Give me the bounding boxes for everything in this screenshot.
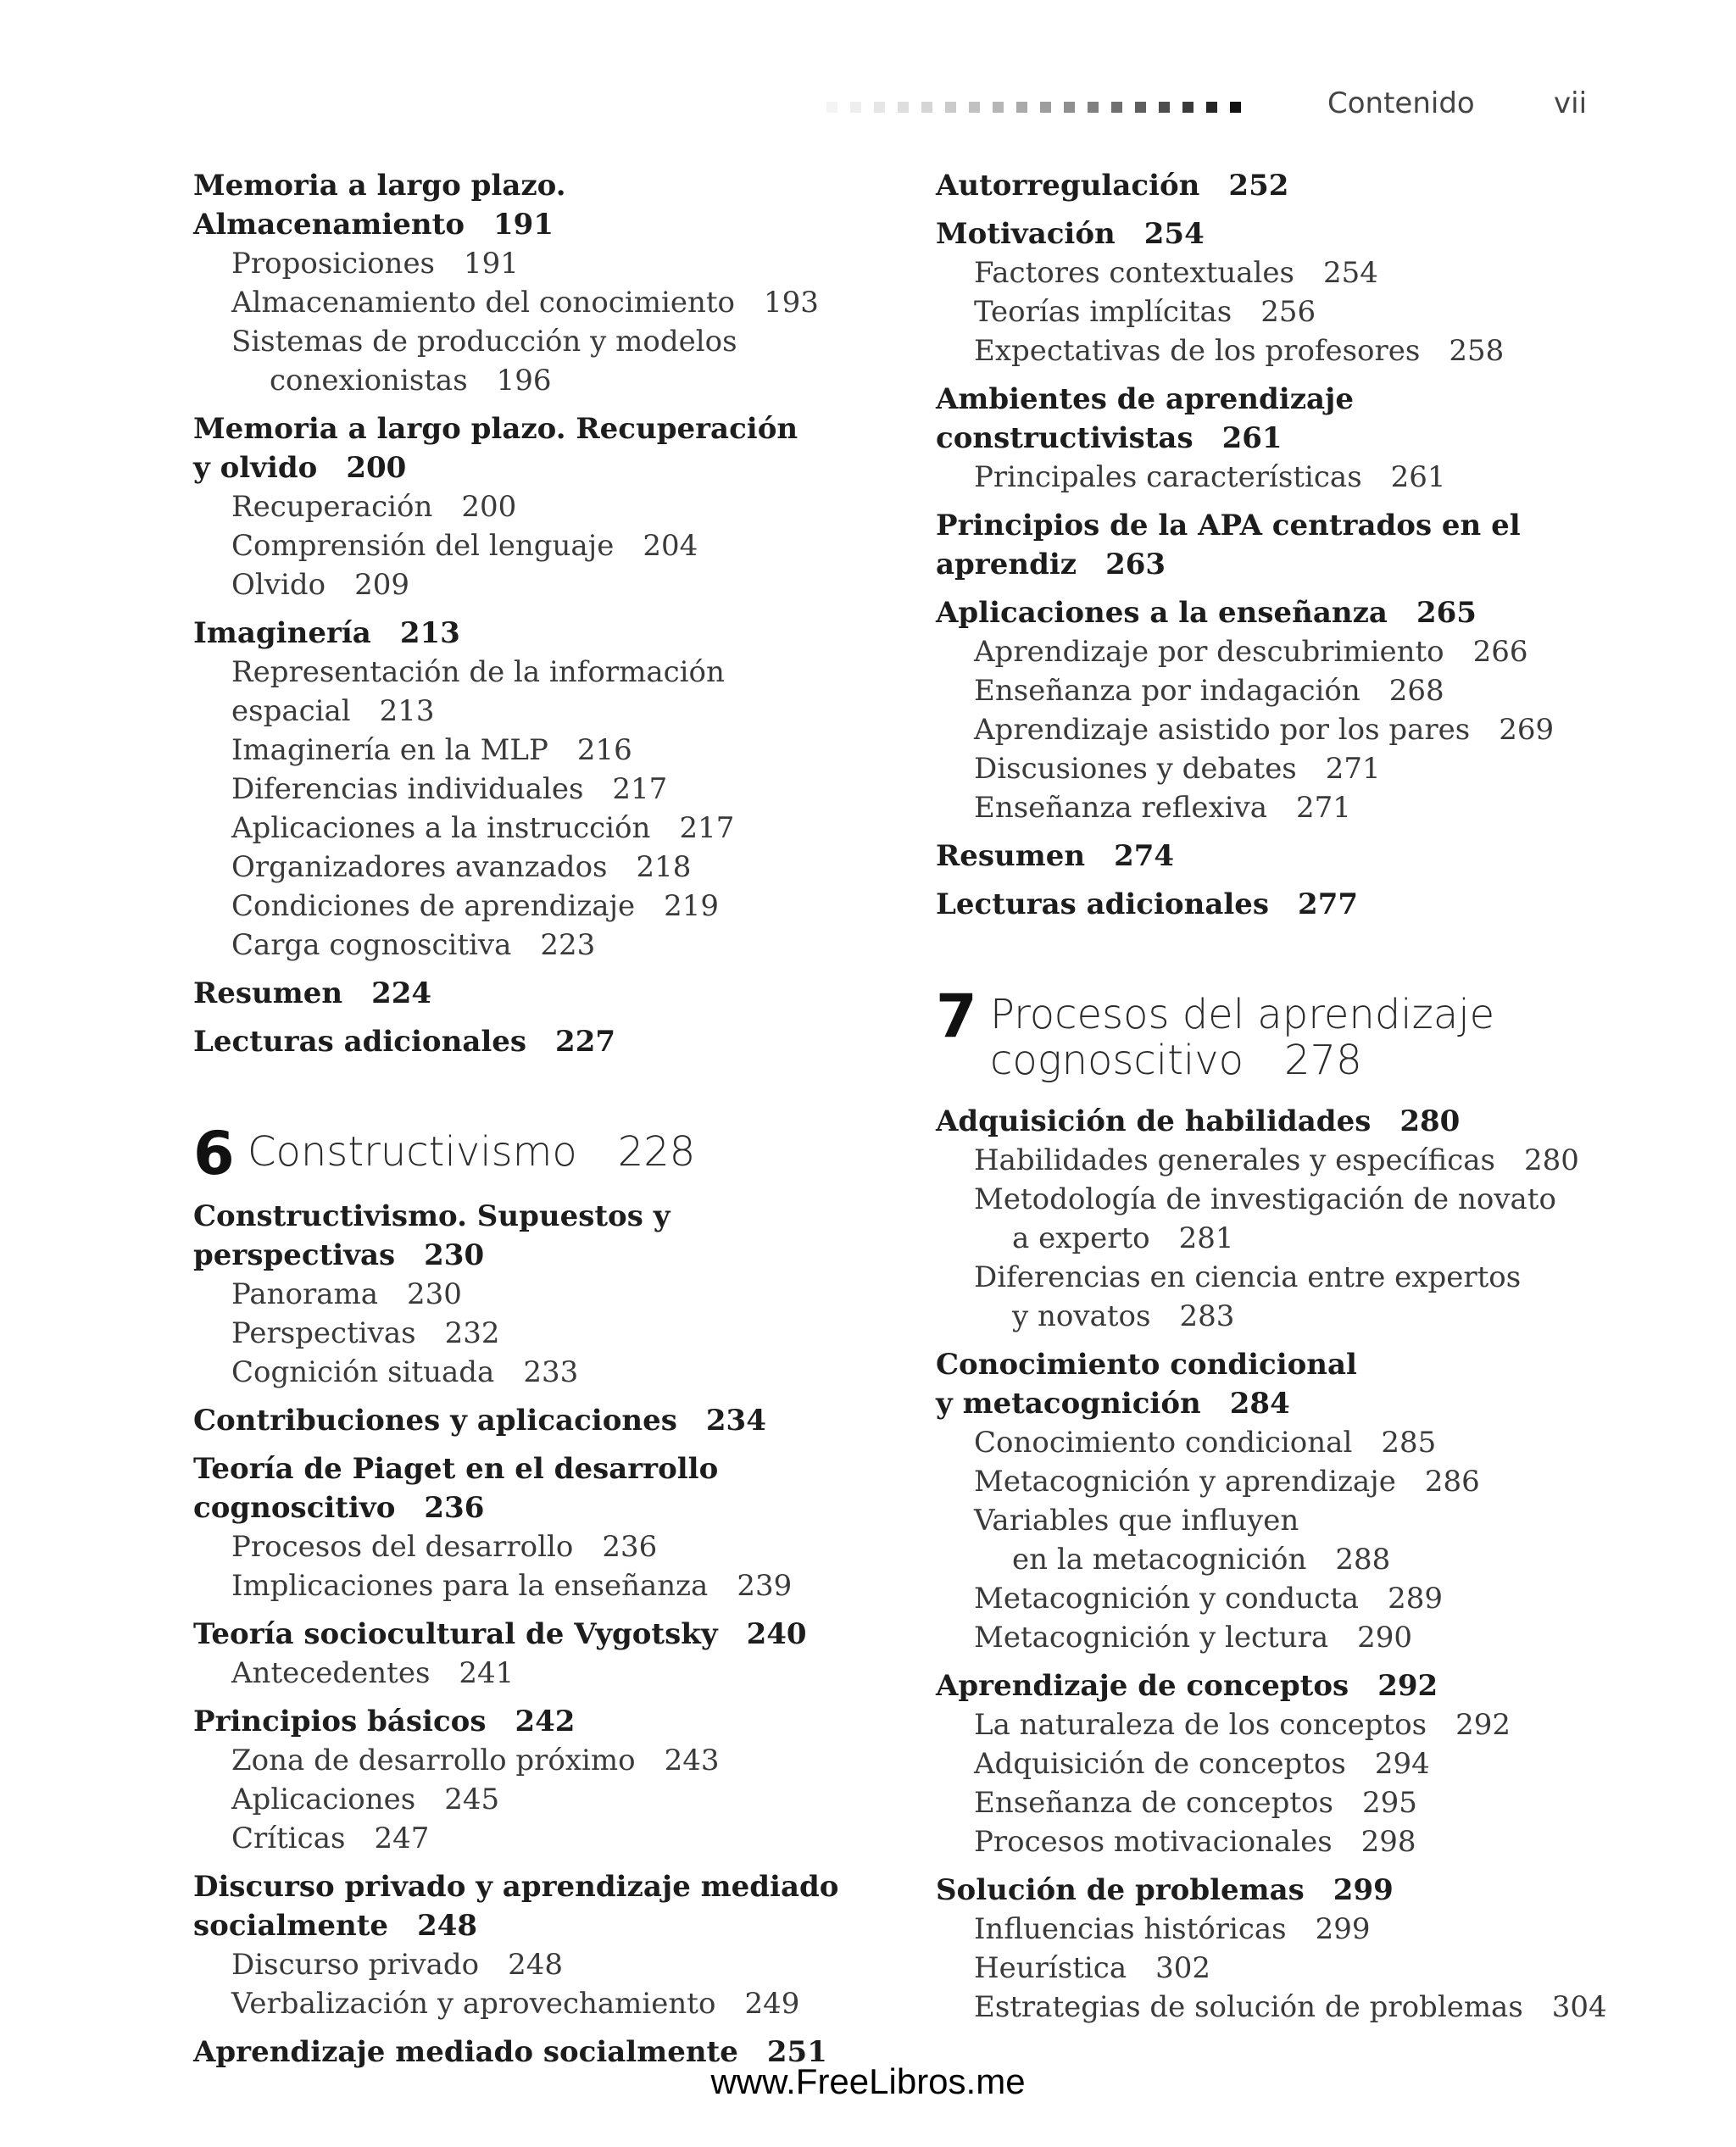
subsection-title: Zona de desarrollo próximo [231,1744,636,1777]
header-dot [1135,102,1146,113]
toc-subsection-entry[interactable] [193,1780,914,1819]
section-title: Conocimiento condicional [936,1348,1357,1382]
subsection-page-number: 261 [1390,460,1446,494]
section-page-number: 251 [766,2035,827,2069]
subsection-page-number: 196 [496,364,552,398]
section-title-cont: socialmente [193,1909,389,1943]
section-page-number: 261 [1221,421,1283,455]
subsection-page-number: 200 [461,490,517,524]
toc-subsection-entry[interactable] [936,749,1682,788]
header-dot [1182,102,1194,113]
subsection-title: Representación de la información espacial [231,655,725,728]
section-page-number: 265 [1416,596,1477,630]
toc-subsection-entry[interactable] [936,710,1682,749]
subsection-page-number: 232 [444,1316,500,1350]
toc-subsection-entry[interactable] [193,526,914,565]
toc-subsection-entry[interactable] [936,458,1682,497]
subsection-title: Metacognición y conducta [974,1582,1360,1616]
section-title: Resumen [936,839,1086,873]
toc-section-entry[interactable] [936,593,1682,632]
subsection-title: Estrategias de solución de problemas [974,1990,1523,2024]
chapter-page: 228 [617,1128,696,1176]
section-title: Autorregulación [936,169,1200,203]
section-page-number: 280 [1399,1104,1461,1138]
section-title: Adquisición de habilidades [936,1104,1372,1138]
subsection-title: Discusiones y debates [974,752,1297,786]
section-title: Lecturas adicionales [936,887,1270,921]
toc-subsection-entry[interactable] [936,331,1682,370]
toc-section-entry[interactable] [936,506,1682,584]
subsection-page-number: 281 [1178,1221,1234,1255]
toc-subsection-entry[interactable] [193,926,914,965]
section-title: Ambientes de aprendizaje constructivistas [936,382,1354,455]
header-page-number: vii [1554,86,1588,120]
section-page-number: 284 [1229,1387,1290,1421]
subsection-page-number: 247 [374,1822,430,1855]
section-title: Principios básicos [193,1705,487,1738]
subsection-page-number: 219 [664,889,720,923]
subsection-page-number: 294 [1374,1747,1430,1781]
subsection-title: Implicaciones para la enseñanza [231,1569,709,1603]
toc-subsection-entry[interactable] [193,244,914,283]
subsection-title: Discurso privado [231,1948,480,1982]
footer-watermark-url[interactable]: www.FreeLibros.me [710,2061,1026,2101]
subsection-title: Condiciones de aprendizaje [231,889,636,923]
chapter-title-cont: cognoscitivo [990,1037,1244,1084]
toc-section-entry[interactable] [936,214,1682,253]
toc-section-entry[interactable] [936,380,1682,458]
section-title: Aplicaciones a la enseñanza [936,596,1388,630]
chapter-heading-7[interactable] [936,982,1682,1084]
subsection-page-number: 245 [444,1783,500,1816]
subsection-title: Perspectivas [231,1316,416,1350]
section-page-number: 230 [424,1238,485,1272]
section-title: Motivación [936,217,1116,251]
subsection-page-number: 266 [1472,635,1528,669]
section-title: Imaginería [193,616,371,650]
toc-section-entry[interactable] [193,409,914,487]
toc-subsection-entry[interactable] [193,848,914,887]
toc-subsection-entry[interactable] [193,1819,914,1858]
subsection-title: Sistemas de producción y modelos [231,325,737,359]
subsection-page-number: 304 [1551,1990,1607,2024]
toc-subsection-entry[interactable] [193,1945,914,1984]
header-dot [945,102,956,113]
toc-subsection-entry[interactable] [936,1180,1682,1258]
subsection-title-cont: a experto [1012,1221,1150,1255]
toc-subsection-entry[interactable] [193,487,914,526]
subsection-page-number: 223 [540,928,596,962]
header-dot [1206,102,1217,113]
subsection-title: Panorama [231,1277,379,1311]
subsection-title: Aplicaciones a la instrucción [231,811,651,845]
toc-section-entry[interactable] [936,1666,1682,1705]
toc-section-entry[interactable] [193,1449,914,1527]
subsection-page-number: 289 [1388,1582,1443,1616]
subsection-title: Metacognición y aprendizaje [974,1465,1396,1499]
section-page-number: 263 [1105,548,1166,581]
subsection-page-number: 292 [1455,1708,1511,1742]
section-title-cont: perspectivas [193,1238,396,1272]
chapter-title: Procesos del aprendizaje [990,991,1495,1038]
toc-subsection-entry[interactable] [193,809,914,848]
subsection-title: Comprensión del lenguaje [231,529,615,563]
toc-column-left [193,166,914,2072]
subsection-title: Cognición situada [231,1355,495,1389]
subsection-page-number: 286 [1424,1465,1480,1499]
subsection-page-number: 269 [1499,713,1555,747]
subsection-title: Heurística [974,1951,1127,1985]
toc-section-entry[interactable] [193,1197,914,1275]
subsection-page-number: 254 [1323,256,1378,290]
toc-subsection-entry[interactable] [193,1314,914,1353]
subsection-title: Variables que influyen [974,1504,1299,1538]
section-title: Lecturas adicionales [193,1025,527,1059]
subsection-page-number: 209 [354,568,409,602]
toc-section-entry[interactable] [193,614,914,653]
section-title-cont-line [193,448,914,487]
subsection-page-number: 258 [1449,334,1505,368]
toc-subsection-entry[interactable] [936,1258,1682,1336]
section-page-number: 292 [1377,1669,1438,1703]
section-title: Memoria a largo plazo. Recuperación [193,412,798,446]
toc-subsection-entry[interactable] [936,788,1682,827]
toc-section-entry[interactable] [193,974,914,1013]
subsection-title-cont-line [974,1297,1682,1336]
section-page-number: 299 [1333,1873,1394,1907]
subsection-title: Enseñanza por indagación [974,674,1360,708]
subsection-title: Antecedentes [231,1656,431,1690]
toc-subsection-entry[interactable] [936,1423,1682,1462]
chapter-number: 6 [193,1119,235,1188]
toc-section-entry[interactable] [193,1022,914,1061]
toc-subsection-entry[interactable] [936,1705,1682,1744]
toc-subsection-entry[interactable] [193,1353,914,1392]
section-page-number: 240 [746,1617,807,1651]
header-dot [1159,102,1170,113]
subsection-page-number: 288 [1335,1543,1391,1577]
toc-subsection-entry[interactable] [936,1988,1682,2027]
toc-subsection-entry[interactable] [936,292,1682,331]
header-dot [826,102,837,113]
toc-subsection-entry[interactable] [193,1741,914,1780]
header-dot [874,102,885,113]
section-title: Teoría sociocultural de Vygotsky [193,1617,718,1651]
subsection-page-number: 217 [679,811,735,845]
subsection-title-cont: en la metacognición [1012,1543,1307,1577]
section-page-number: 248 [417,1909,478,1943]
subsection-title: Aplicaciones [231,1783,416,1816]
section-page-number: 227 [555,1025,616,1059]
section-title-cont-line [193,1488,914,1527]
toc-subsection-entry[interactable] [193,887,914,926]
header-dot [1111,102,1122,113]
toc-section-entry[interactable] [936,1871,1682,1910]
subsection-title: Procesos motivacionales [974,1825,1333,1859]
subsection-title: Conocimiento condicional [974,1426,1353,1460]
toc-subsection-entry[interactable] [193,770,914,809]
subsection-page-number: 230 [407,1277,462,1311]
header-dot [921,102,932,113]
right-entries-after-chapter [936,1102,1682,2027]
subsection-title-cont: y novatos [1012,1299,1151,1333]
section-title: Principios de la APA centrados en el [936,509,1521,542]
subsection-page-number: 241 [459,1656,515,1690]
subsection-title: Metodología de investigación de novato [974,1182,1556,1216]
subsection-title: Imaginería en la MLP [231,733,548,767]
toc-subsection-entry[interactable] [193,565,914,604]
section-title-cont: cognoscitivo [193,1491,396,1525]
header-dot [993,102,1004,113]
subsection-page-number: 236 [602,1530,658,1564]
subsection-page-number: 218 [636,850,692,884]
subsection-title: Recuperación [231,490,433,524]
subsection-title: Enseñanza de conceptos [974,1786,1333,1820]
subsection-page-number: 290 [1357,1621,1413,1655]
section-title: Aprendizaje de conceptos [936,1669,1349,1703]
subsection-title: Carga cognoscitiva [231,928,512,962]
toc-subsection-entry[interactable] [193,1654,914,1693]
section-page-number: 234 [705,1404,766,1438]
section-page-number: 224 [371,976,432,1010]
section-title-cont: aprendiz [936,548,1077,581]
toc-subsection-entry[interactable] [936,1783,1682,1822]
toc-subsection-entry[interactable] [936,632,1682,671]
section-title-cont-line [193,1236,914,1275]
subsection-title: Aprendizaje asistido por los pares [974,713,1471,747]
subsection-page-number: 302 [1155,1951,1210,1985]
subsection-title: Habilidades generales y específicas [974,1143,1495,1177]
section-page-number: 254 [1143,217,1205,251]
section-page-number: 200 [346,451,407,485]
section-page-number: 252 [1228,169,1289,203]
header-dot [1088,102,1099,113]
subsection-title: Diferencias individuales [231,772,584,806]
header-dot [1040,102,1051,113]
toc-section-entry[interactable] [193,1702,914,1741]
toc-subsection-entry[interactable] [936,1141,1682,1180]
subsection-page-number: 243 [664,1744,720,1777]
toc-subsection-entry[interactable] [936,1501,1682,1579]
subsection-page-number: 216 [576,733,632,767]
subsection-title: Proposiciones [231,247,436,281]
section-title: Memoria a largo plazo. Almacenamiento [193,169,566,242]
section-title: Solución de problemas [936,1873,1305,1907]
subsection-page-number: 233 [523,1355,579,1389]
header-dot [898,102,909,113]
toc-subsection-entry[interactable] [193,283,914,322]
toc-subsection-entry[interactable] [936,253,1682,292]
subsection-title: Principales características [974,460,1362,494]
right-entries-before-chapter [936,166,1682,924]
running-header [0,85,1736,127]
section-title: Discurso privado y aprendizaje mediado [193,1870,839,1904]
section-title-cont-line [193,1906,914,1945]
section-title: Teoría de Piaget en el desarrollo [193,1452,719,1486]
subsection-page-number: 299 [1315,1912,1371,1946]
subsection-title-cont-line [231,361,914,400]
chapter-title: Constructivismo [248,1128,577,1176]
section-title: Constructivismo. Supuestos y [193,1199,670,1233]
subsection-page-number: 213 [379,694,435,728]
toc-section-entry[interactable] [936,885,1682,924]
toc-subsection-entry[interactable] [936,1949,1682,1988]
subsection-page-number: 191 [464,247,519,281]
section-title: Contribuciones y aplicaciones [193,1404,677,1438]
toc-section-entry[interactable] [936,1345,1682,1423]
subsection-title: Diferencias en ciencia entre expertos [974,1260,1522,1294]
toc-subsection-entry[interactable] [193,1527,914,1566]
chapter-page: 278 [1284,1037,1362,1084]
chapter-number: 7 [936,982,977,1051]
toc-subsection-entry[interactable] [936,1579,1682,1618]
header-dot [850,102,861,113]
section-title-cont: y metacognición [936,1387,1201,1421]
toc-subsection-entry[interactable] [193,653,914,731]
section-page-number: 277 [1298,887,1359,921]
subsection-title: Enseñanza reflexiva [974,791,1268,825]
subsection-page-number: 204 [643,529,698,563]
toc-section-entry[interactable] [193,1401,914,1440]
subsection-title: Críticas [231,1822,346,1855]
toc-subsection-entry[interactable] [193,1566,914,1605]
section-title: Aprendizaje mediado socialmente [193,2035,738,2069]
subsection-title: Olvido [231,568,326,602]
subsection-title: Organizadores avanzados [231,850,608,884]
section-page-number: 213 [399,616,460,650]
toc-subsection-entry[interactable] [193,322,914,400]
section-page-number: 274 [1114,839,1175,873]
toc-column-right [936,166,1682,2027]
subsection-title: Factores contextuales [974,256,1295,290]
toc-subsection-entry[interactable] [193,1275,914,1314]
subsection-title: Procesos del desarrollo [231,1530,574,1564]
toc-subsection-entry[interactable] [936,1822,1682,1861]
subsection-title: Almacenamiento del conocimiento [231,286,735,320]
subsection-page-number: 248 [508,1948,564,1982]
section-page-number: 191 [493,208,554,242]
header-dot [1064,102,1075,113]
toc-subsection-entry[interactable] [936,1744,1682,1783]
subsection-page-number: 280 [1524,1143,1579,1177]
subsection-title-cont-line [974,1219,1682,1258]
subsection-title: Influencias históricas [974,1912,1287,1946]
toc-section-entry[interactable] [193,1867,914,1945]
subsection-page-number: 193 [763,286,819,320]
section-page-number: 236 [424,1491,485,1525]
subsection-title: Expectativas de los profesores [974,334,1421,368]
subsection-page-number: 283 [1179,1299,1235,1333]
toc-section-entry[interactable] [936,166,1682,205]
section-title-cont: y olvido [193,451,318,485]
subsection-title: Aprendizaje por descubrimiento [974,635,1444,669]
toc-section-entry[interactable] [193,166,914,244]
header-dot [1016,102,1027,113]
section-page-number: 242 [515,1705,576,1738]
subsection-page-number: 271 [1296,791,1351,825]
section-title-cont-line [936,1384,1682,1423]
subsection-title: Adquisición de conceptos [974,1747,1346,1781]
toc-subsection-entry[interactable] [936,1462,1682,1501]
toc-subsection-entry[interactable] [936,671,1682,710]
header-section-title: Contenido [1327,86,1475,120]
toc-section-entry[interactable] [936,837,1682,876]
subsection-title-cont-line [974,1540,1682,1579]
toc-subsection-entry[interactable] [193,731,914,770]
subsection-page-number: 298 [1360,1825,1416,1859]
header-dot-bar [826,102,1241,113]
chapter-heading-6[interactable] [193,1119,914,1188]
subsection-page-number: 285 [1381,1426,1437,1460]
subsection-title: La naturaleza de los conceptos [974,1708,1427,1742]
subsection-title: Teorías implícitas [974,295,1232,329]
subsection-page-number: 239 [737,1569,793,1603]
section-title: Resumen [193,976,343,1010]
toc-subsection-entry[interactable] [936,1910,1682,1949]
header-dot [969,102,980,113]
subsection-page-number: 268 [1388,674,1444,708]
subsection-title: Metacognición y lectura [974,1621,1329,1655]
toc-subsection-entry[interactable] [193,1984,914,2023]
subsection-page-number: 295 [1361,1786,1417,1820]
header-dot [1230,102,1241,113]
subsection-page-number: 256 [1260,295,1316,329]
left-entries-after-chapter [193,1197,914,2072]
subsection-title: Verbalización y aprovechamiento [231,1987,716,2021]
section-title-cont-line [936,545,1682,584]
toc-section-entry[interactable] [936,1102,1682,1141]
left-entries-before-chapter [193,166,914,1061]
toc-section-entry[interactable] [193,1615,914,1654]
subsection-page-number: 249 [744,1987,800,2021]
subsection-title-cont: conexionistas [270,364,468,398]
toc-subsection-entry[interactable] [936,1618,1682,1657]
subsection-page-number: 217 [612,772,668,806]
subsection-page-number: 271 [1325,752,1381,786]
